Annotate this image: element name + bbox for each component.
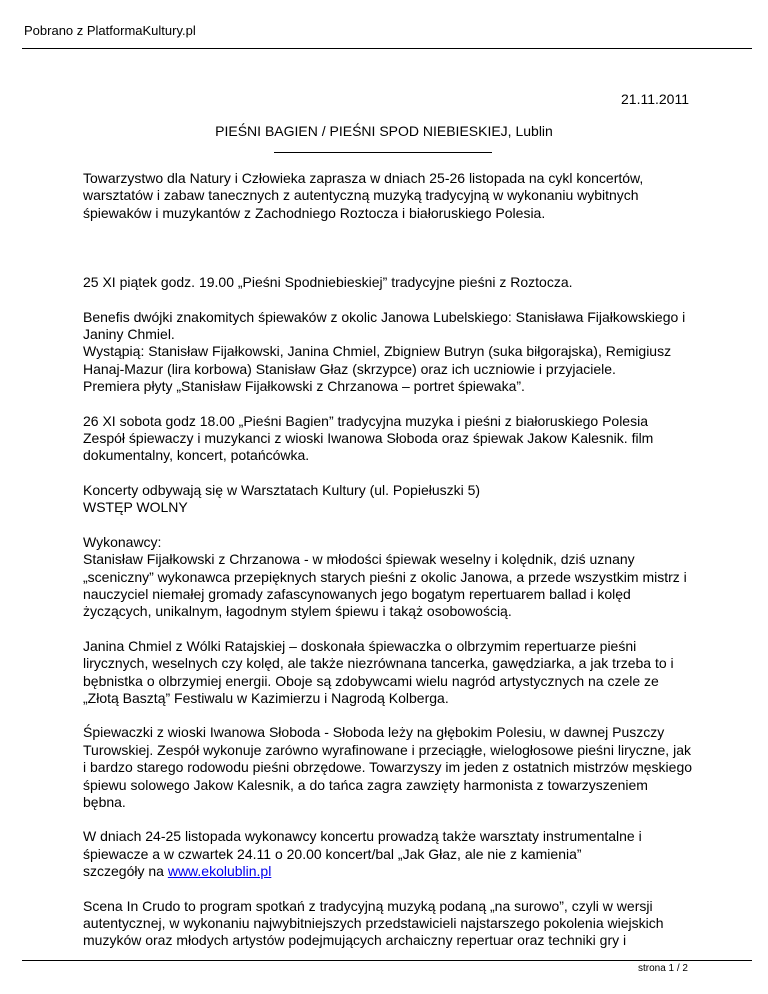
benefis-line: Wystąpią: Stanisław Fijałkowski, Janina Chmiel, Zbigniew Butryn (suka biłgorajska), Remigiusz Hanaj-Mazur (lira korbowa) Stanisław Głaz (skrzypce) oraz ich uczniowie i przyjaciele. (83, 343, 672, 377)
page-number: strona 1 / 2 (637, 963, 688, 974)
header-divider (22, 48, 752, 49)
benefis-line: Premiera płyty „Stanisław Fijałkowski z Chrzanowa – portret śpiewaka”. (83, 378, 525, 395)
event2-line: 26 XI sobota godz 18.00 „Pieśni Bagien” tradycyjna muzyka i pieśni z białoruskiego Polesia (83, 412, 648, 429)
benefis-paragraph (83, 309, 693, 396)
footer-divider (22, 960, 752, 961)
article-body (83, 170, 693, 950)
venue-line: WSTĘP WOLNY (83, 499, 188, 516)
intro-paragraph: Towarzystwo dla Natury i Człowieka zaprasza w dniach 25-26 listopada na cykl koncertów, warsztatów i zabaw tanecznych z autentyczną muzyką tradycyjną w wykonaniu wybitnych śpiewaków i muzykantów z Zachodniego Roztocza i białoruskiego Polesia. (83, 170, 644, 221)
performer-description: Stanisław Fijałkowski z Chrzanowa - w młodości śpiewak weselny i kolędnik, dziś uznany „sceniczny” wykonawca przepięknych starych pieśni z okolic Janowa, a przede wszystkim mistrz i nauczyciel niemałej gromady zafascynowanych jego bogatym repertuarem ballad i kolęd życzących, unikalnym, łagodnym stylem śpiewu i takąż osobowością. (83, 551, 687, 620)
event2-paragraph (83, 413, 693, 465)
workshops-details-line (83, 863, 693, 880)
title-divider (274, 152, 492, 153)
performers-paragraph (83, 534, 693, 621)
performer-description: Janina Chmiel z Wólki Ratajskiej – doskonała śpiewaczka o olbrzymim repertuarze pieśni lirycznych, weselnych czy kolęd, ale także niezrównana tancerka, gawędziarka, a jak trzeba to i bębnistka o olbrzymiej energii. Oboje są zdobywcami wielu nagród artystycznych na czele ze „Złotą Basztą” Festiwalu w Kazimierzu i Nagrodą Kolberga. (83, 637, 674, 706)
workshops-line: W dniach 24-25 listopada wykonawcy koncertu prowadzą także warsztaty instrumentalne i śpiewacze a w czwartek 24.11 o 20.00 koncert/bal „Jak Głaz, ale nie z kamienia” (83, 828, 642, 862)
workshops-details-prefix: szczegóły na (83, 863, 164, 880)
performer-description: Śpiewaczki z wioski Iwanowa Słoboda - Słoboda leży na głębokim Polesiu, w dawnej Puszczy Turowskiej. Zespół wykonuje zarówno wyrafinowane i przeciągłe, wielogłosowe pieśni liryczne, jak i bardzo starego rodowodu pieśni obrzędowe. Towarzyszy im jeden z ostatnich mistrzów męskiego śpiewu solowego Jakow Kalesnik, a do tańca zagra zawzięty harmonista z towarzyszeniem bębna. (83, 724, 693, 810)
venue-paragraph (83, 482, 693, 517)
header-source: Pobrano z PlatformaKultury.pl (24, 23, 196, 38)
venue-line: Koncerty odbywają się w Warsztatach Kultury (ul. Popiełuszki 5) (83, 481, 481, 498)
article-date: 21.11.2011 (621, 91, 689, 107)
performers-heading: Wykonawcy: (83, 533, 162, 550)
benefis-line: Benefis dwójki znakomitych śpiewaków z okolic Janowa Lubelskiego: Stanisława Fijałkowskiego i Janiny Chmiel. (83, 308, 686, 343)
event1-paragraph: 25 XI piątek godz. 19.00 „Pieśni Spodniebieskiej” tradycyjne pieśni z Roztocza. (83, 274, 573, 291)
event2-line: Zespół śpiewaczy i muzykanci z wioski Iwanowa Słoboda oraz śpiewak Jakow Kalesnik. film dokumentalny, koncert, potańcówka. (83, 430, 654, 464)
article-title: PIEŚNI BAGIEN / PIEŚNI SPOD NIEBIESKIEJ, Lublin (215, 123, 553, 139)
incrudo-paragraph: Scena In Crudo to program spotkań z tradycyjną muzyką podaną „na surowo”, czyli w wersji autentycznej, w wykonaniu najwybitniejszych przedstawicieli najstarszego pokolenia wiejskich muzyków oraz młodych artystów podejmujących archaiczny repertuar oraz techniki gry i (83, 897, 664, 949)
workshops-paragraph (83, 828, 693, 880)
ekolublin-link[interactable]: www.ekolublin.pl (167, 863, 272, 880)
